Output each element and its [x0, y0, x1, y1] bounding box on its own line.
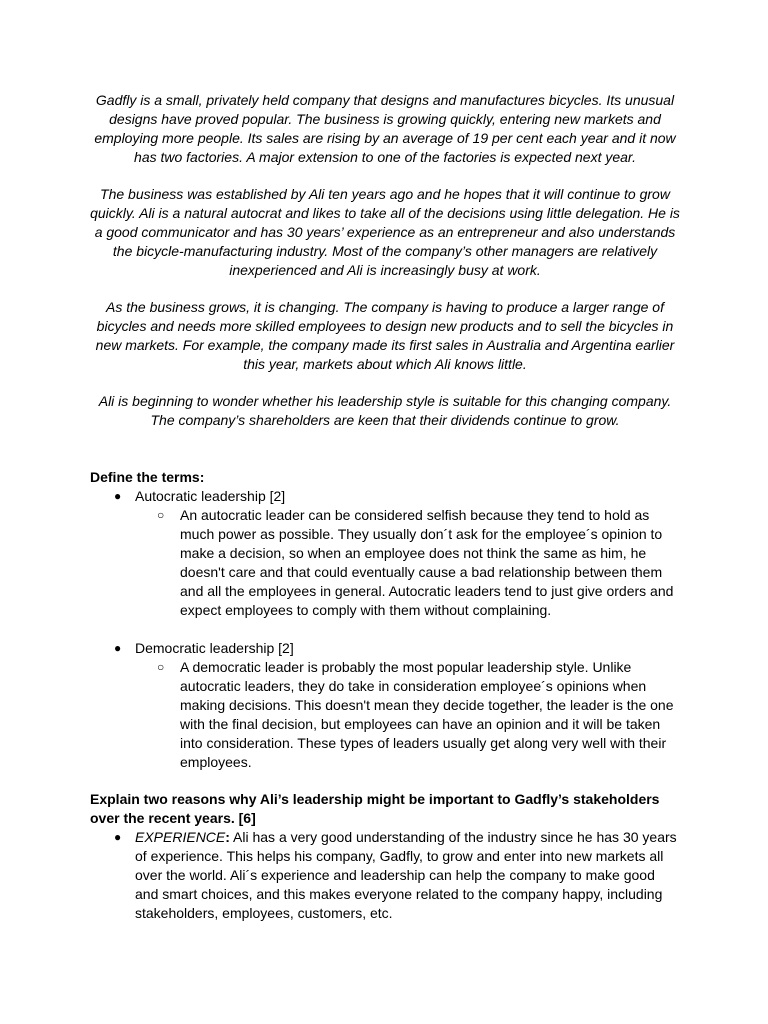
- case-study: [90, 91, 680, 430]
- bullet-icon: ●: [114, 489, 122, 503]
- bullet-icon: ●: [114, 641, 122, 655]
- question-1-list: [90, 487, 680, 772]
- case-paragraph-3: As the business grows, it is changing. The company is having to produce a larger range of bicycles and needs more skilled employees to design new products and to sell the bicycles in new markets. For example, the company made its first sales in Australia and Argentina earlier this year, markets about which Ali knows little.: [95, 299, 675, 372]
- list-item: [90, 828, 680, 923]
- question-1-heading: Define the terms:: [90, 469, 205, 485]
- list-item: [90, 487, 680, 506]
- reason-text: Ali has a very good understanding of the industry since he has 30 years of experience. This helps his company, Gadfly, to grow and enter into new markets all over the world. Ali´s experience and leadership can help the company to make good and smart choices, and this makes everyone related to the company happy, including stakeholders, employees, customers, etc.: [135, 829, 677, 921]
- case-paragraph-1: Gadfly is a small, privately held company that designs and manufactures bicycles. Its unusual designs have proved popular. The business is growing quickly, entering new markets and employing more people. Its sales are rising by an average of 19 per cent each year and it now has two factories. A major extension to one of the factories is expected next year.: [94, 92, 676, 165]
- term-autocratic: Autocratic leadership [2]: [135, 488, 286, 504]
- sub-bullet-icon: ○: [157, 660, 165, 674]
- answer-autocratic: An autocratic leader can be considered selfish because they tend to hold as much power as possible. They usually don´t ask for the employee´s opinion to make a decision, so when an employee does not think the same as him, he doesn't care and that could eventually cause a bad relationship between them and all the employees in general. Autocratic leaders tend to just give orders and expect employees to comply with them without complaining.: [180, 507, 674, 618]
- reason-colon: :: [225, 829, 230, 845]
- question-2-list: [90, 828, 680, 923]
- question-2-heading: Explain two reasons why Ali’s leadership might be important to Gadfly’s stakeholders over the recent years. [6]: [90, 791, 660, 826]
- list-item: [90, 639, 680, 658]
- bullet-icon: ●: [114, 830, 122, 844]
- case-paragraph-2: The business was established by Ali ten years ago and he hopes that it will continue to grow quickly. Ali is a natural autocrat and likes to take all of the decisions using little delegation. He is a good communicator and has 30 years’ experience as an entrepreneur and also understands the bicycle-manufacturing industry. Most of the company’s other managers are relatively inexperienced and Ali is increasingly busy at work.: [90, 186, 680, 278]
- reason-label: EXPERIENCE: [135, 829, 226, 845]
- document-page: [90, 91, 680, 923]
- case-paragraph-4: Ali is beginning to wonder whether his leadership style is suitable for this changing company. The company’s shareholders are keen that their dividends continue to grow.: [98, 393, 672, 428]
- answer-democratic: A democratic leader is probably the most popular leadership style. Unlike autocratic leaders, they do take in consideration employee´s opinions when making decisions. This doesn't mean they decide together, the leader is the one with the final decision, but employees can have an opinion and it will be taken into consideration. These types of leaders usually get along very well with their employees.: [180, 659, 674, 770]
- sub-bullet-icon: ○: [157, 508, 165, 522]
- list-item: [90, 658, 680, 772]
- term-democratic: Democratic leadership [2]: [135, 640, 294, 656]
- list-item: [90, 506, 680, 620]
